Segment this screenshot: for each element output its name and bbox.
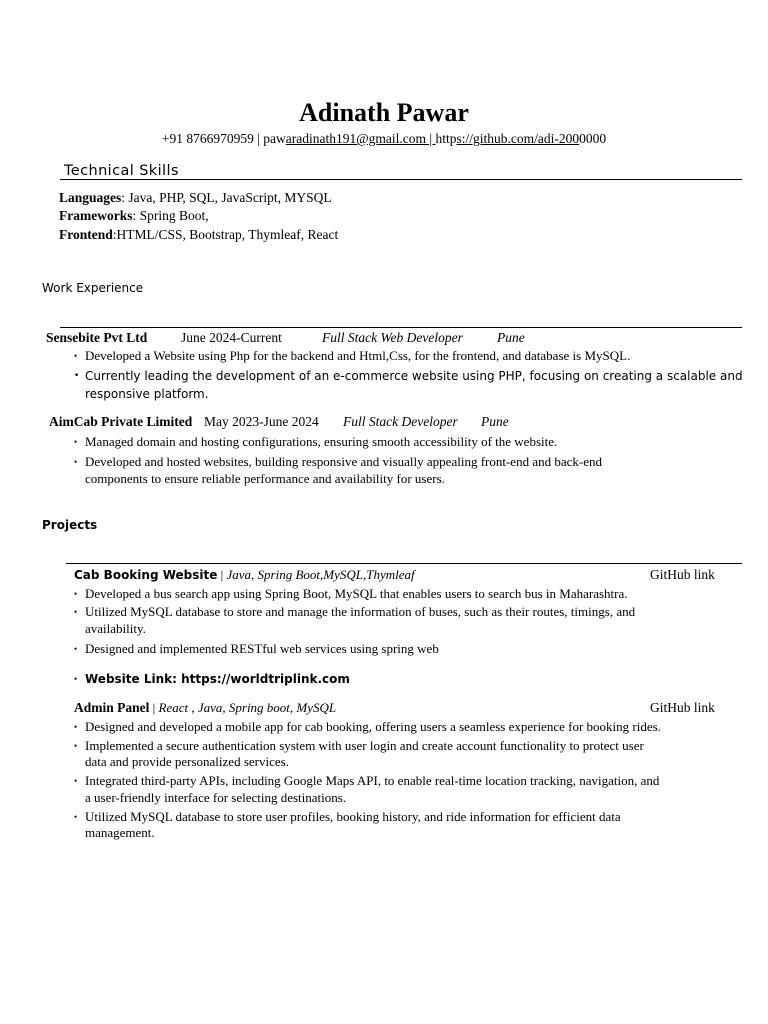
list-item: • Developed a Website using Php for the backend and Html,Css, for the frontend, and database is MySQL.: [74, 347, 630, 365]
job-location: Pune: [481, 414, 509, 429]
website-link[interactable]: • Website Link: https://worldtriplink.com: [85, 672, 350, 686]
project-tech: React , Java, Spring boot, MySQL: [158, 700, 337, 715]
section-title-projects: Projects: [42, 518, 98, 532]
list-item: • Developed and hosted websites, building responsive and visually appealing front-end and back-end: [74, 453, 602, 471]
section-divider: [66, 563, 742, 564]
list-item-continuation: management.: [85, 825, 155, 840]
skill-label: Frontend: [59, 227, 113, 242]
list-item-continuation: a user-friendly interface for selecting destinations.: [85, 790, 347, 805]
list-item: • Developed a bus search app using Spring Boot, MySQL that enables users to search bus in Maharashtra.: [74, 585, 628, 603]
job-header: [46, 330, 147, 346]
job-dates: May 2023-June 2024: [204, 414, 319, 429]
skill-value: : Spring Boot,: [132, 208, 209, 223]
skill-languages: [59, 190, 332, 206]
list-item-continuation: components to ensure reliable performance and availability for users.: [85, 471, 445, 486]
skill-frameworks: [59, 208, 209, 224]
project-title: Admin Panel: [74, 700, 150, 715]
list-item-continuation: data and provide personalized services.: [85, 754, 289, 769]
job-location: Pune: [497, 330, 525, 345]
project-header: [74, 700, 336, 716]
contact-phone: +91 8766970959 | paw: [161, 131, 286, 146]
list-item: • Designed and developed a mobile app for cab booking, offering users a seamless experience for booking rides.: [74, 718, 661, 736]
resume-name: Adinath Pawar: [299, 98, 469, 127]
contact-line: [0, 131, 768, 147]
list-item: • Utilized MySQL database to store and manage the information of buses, such as their routes, timings, and: [74, 603, 635, 621]
job-company: AimCab Private Limited: [49, 414, 193, 429]
github-link[interactable]: GitHub link: [650, 567, 715, 582]
list-item: • Utilized MySQL database to store user profiles, booking history, and ride information for efficient data: [74, 808, 621, 826]
job-dates: June 2024-Current: [181, 330, 282, 345]
skill-value: :HTML/CSS, Bootstrap, Thymleaf, React: [112, 227, 339, 242]
list-item: • Currently leading the development of an e-commerce website using PHP, focusing on creating a scalable and: [74, 367, 743, 385]
github-url-part[interactable]: http: [435, 131, 457, 146]
section-title-work-experience: Work Experience: [42, 281, 144, 295]
project-separator: |: [149, 700, 159, 715]
list-item: • Managed domain and hosting configurations, ensuring smooth accessibility of the website.: [74, 433, 557, 451]
project-separator: |: [217, 567, 227, 582]
skill-frontend: [59, 227, 338, 243]
job-role: Full Stack Web Developer: [322, 330, 463, 345]
section-title-technical-skills: Technical Skills: [64, 163, 179, 179]
list-item: • Implemented a secure authentication system with user login and create account functionality to protect user: [74, 737, 644, 755]
project-tech: Java, Spring Boot,MySQL,Thymleaf: [226, 567, 415, 582]
list-item: [74, 670, 350, 688]
job-company: Sensebite Pvt Ltd: [46, 330, 148, 345]
github-url-tail[interactable]: 0000: [579, 131, 607, 146]
list-item: • Integrated third-party APIs, including Google Maps API, to enable real-time location tracking, navigation, and: [74, 772, 659, 790]
section-divider: [60, 327, 742, 328]
project-header: [74, 567, 415, 583]
list-item: • Designed and implemented RESTful web services using spring web: [74, 640, 439, 658]
project-title: Cab Booking Website: [74, 568, 218, 582]
section-divider: [60, 179, 742, 180]
github-url-link[interactable]: s://github.com/adi-200: [456, 131, 580, 146]
skill-label: Languages: [59, 190, 122, 205]
list-item-continuation: responsive platform.: [85, 387, 209, 401]
skill-label: Frameworks: [59, 208, 133, 223]
job-role: Full Stack Developer: [343, 414, 458, 429]
list-item-continuation: availability.: [85, 621, 146, 636]
skill-value: : Java, PHP, SQL, JavaScript, MYSQL: [121, 190, 332, 205]
email-link[interactable]: aradinath191@gmail.com |: [285, 131, 436, 146]
github-link[interactable]: GitHub link: [650, 700, 715, 715]
